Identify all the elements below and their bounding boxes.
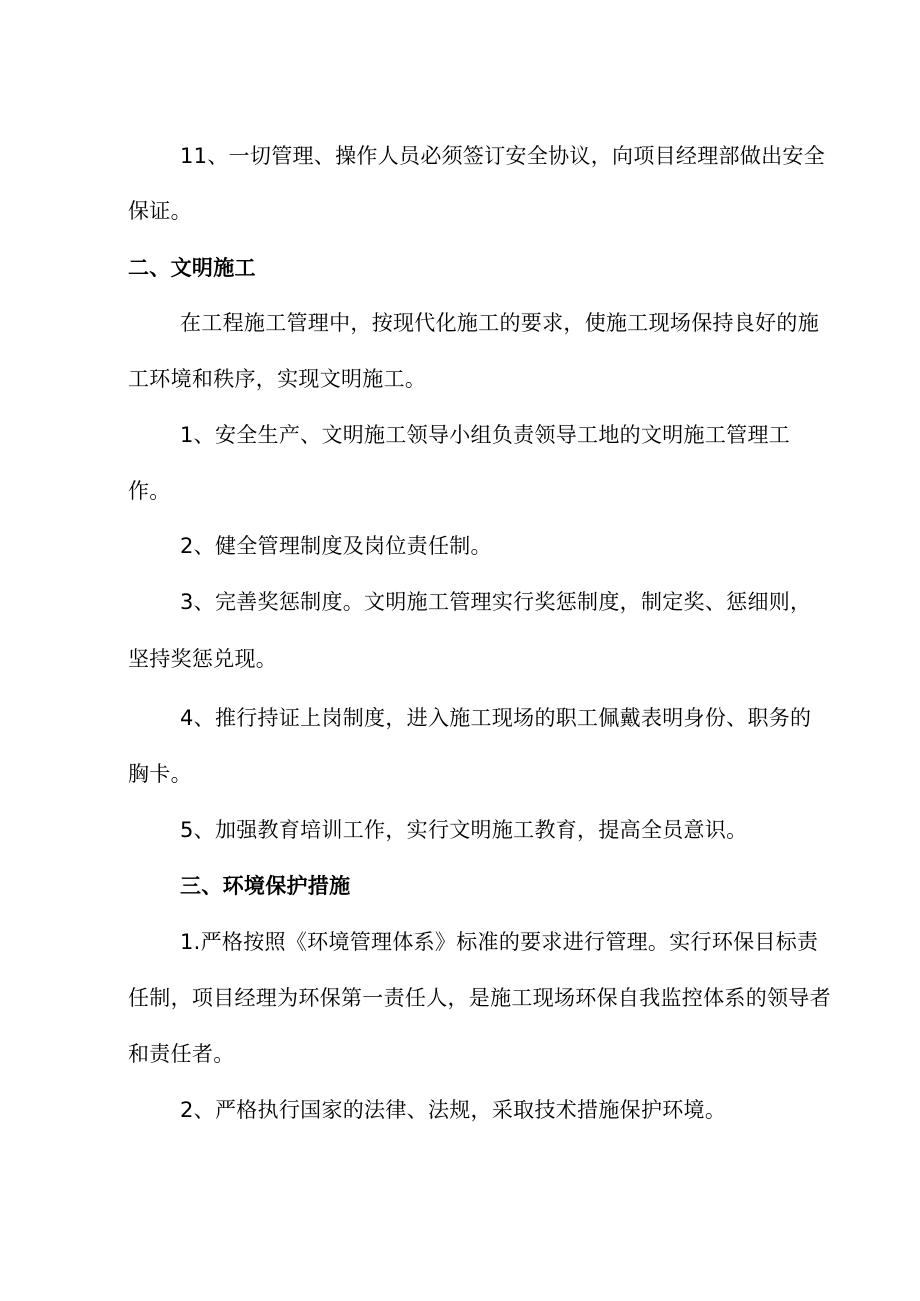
section3-item1-line3: 和责任者。 (128, 1042, 235, 1066)
section2-item4-line1: 4、推行持证上岗制度，进入施工现场的职工佩戴表明身份、职务的 (180, 706, 812, 730)
section2-item1-line1: 1、安全生产、文明施工领导小组负责领导工地的文明施工管理工 (180, 423, 791, 447)
section2-item3-line2: 坚持奖惩兑现。 (128, 647, 278, 671)
section-heading-civilized-construction: 二、文明施工 (128, 256, 256, 280)
section2-item1-line2: 作。 (128, 479, 171, 503)
section-heading-environmental-protection: 三、环境保护措施 (180, 874, 351, 898)
section2-intro-line2: 工环境和秩序，实现文明施工。 (128, 367, 427, 391)
section3-item1-line2: 任制，项目经理为环保第一责任人，是施工现场环保自我监控体系的领导者 (128, 986, 831, 1010)
item11-line2: 保证。 (128, 199, 192, 223)
section2-item5: 5、加强教育培训工作，实行文明施工教育，提高全员意识。 (180, 818, 748, 842)
section2-item4-line2: 胸卡。 (128, 762, 192, 786)
section3-item1-line1: 1.严格按照《环境管理体系》标准的要求进行管理。实行环保目标责 (180, 930, 819, 954)
section3-item2: 2、严格执行国家的法律、法规，采取技术措施保护环境。 (180, 1098, 727, 1122)
section2-item3-line1: 3、完善奖惩制度。文明施工管理实行奖惩制度，制定奖、惩细则， (180, 590, 812, 614)
item11-line1: 11、一切管理、操作人员必须签订安全协议，向项目经理部做出安全 (180, 144, 826, 168)
section2-intro-line1: 在工程施工管理中，按现代化施工的要求，使施工现场保持良好的施 (180, 311, 819, 335)
section2-item2: 2、健全管理制度及岗位责任制。 (180, 534, 492, 558)
